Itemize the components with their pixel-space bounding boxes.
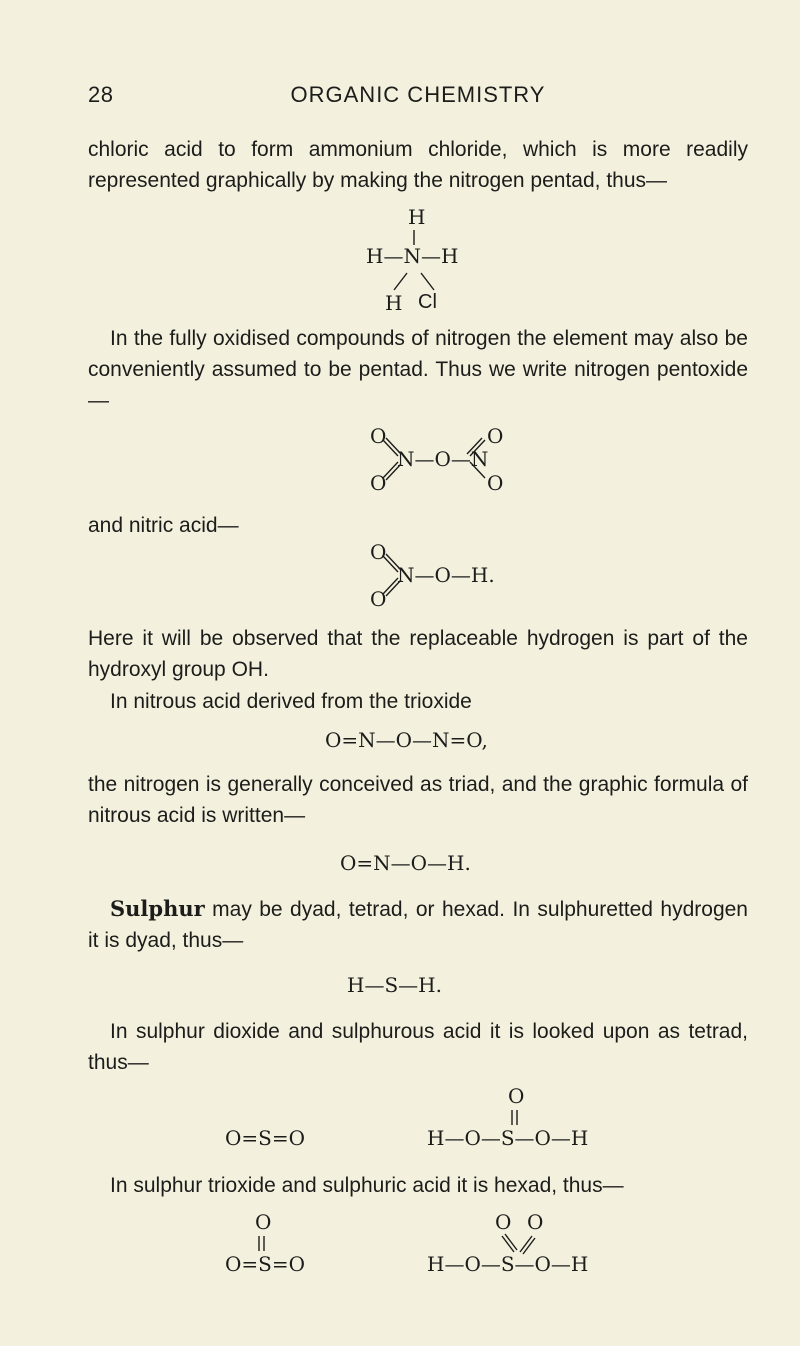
atom-o: O xyxy=(527,1210,544,1234)
paragraph-triad: the nitrogen is generally conceived as triad, and the graphic formula of nitrous acid is written— xyxy=(88,773,748,827)
paragraph-sulphur: Sulphur may be dyad, tetrad, or hexad. In sulphuretted hydrogen it is dyad, thus— xyxy=(88,896,748,952)
paragraph-sulphur-dioxide: In sulphur dioxide and sulphurous acid it is looked upon as tetrad, thus— xyxy=(88,1020,748,1074)
bond-line xyxy=(421,273,434,290)
atom-o: O xyxy=(487,424,504,448)
formula-hydrogen-sulphide: H—S—H. xyxy=(347,973,442,997)
atom-o: O xyxy=(508,1084,525,1108)
atom-o: O xyxy=(370,471,387,495)
formula-nitrous-acid: O=N—O—H. xyxy=(340,851,471,875)
atom-o: O xyxy=(370,540,387,564)
formula-chain: N—O—H. xyxy=(397,563,495,587)
nitric-acid-label: and nitric acid— xyxy=(88,514,239,537)
atom-h-top: H xyxy=(408,205,426,229)
formula-row: O=S=O xyxy=(225,1252,306,1276)
paragraph-oxidised: In the fully oxidised compounds of nitrogen the element may also be conveniently assumed to be pentad. Thus we write nitrogen pentoxide— xyxy=(88,327,748,412)
paragraph-ammonium: chloric acid to form ammonium chloride, which is more readily represented graphically by making the nitrogen pentad, thus— xyxy=(88,138,748,192)
formula-sulphur-dioxide: O=S=O xyxy=(225,1126,306,1150)
paragraph-nitrous-intro: In nitrous acid derived from the trioxide xyxy=(110,690,472,713)
atom-o: O xyxy=(487,471,504,495)
bond-line xyxy=(502,1236,514,1252)
paragraph-hydroxyl: Here it will be observed that the replaceable hydrogen is part of the hydroxyl group OH. xyxy=(88,627,748,681)
formula-row: H—O—S—O—H xyxy=(427,1126,589,1150)
atom-cl: Cl xyxy=(418,291,437,313)
running-title: ORGANIC CHEMISTRY xyxy=(290,82,546,107)
atom-o: O xyxy=(255,1210,272,1234)
formula-row: H—N—H xyxy=(366,244,459,268)
atom-h-left: H xyxy=(385,291,403,315)
atom-o: O xyxy=(495,1210,512,1234)
atom-o: O xyxy=(370,424,387,448)
paragraph-sulphur-trioxide: In sulphur trioxide and sulphuric acid it is hexad, thus— xyxy=(110,1174,624,1197)
bond-line xyxy=(505,1234,517,1250)
formula-row: H—O—S—O—H xyxy=(427,1252,589,1276)
term-sulphur: Sulphur xyxy=(110,896,205,921)
formula-chain: N—O—N xyxy=(397,447,489,471)
bond-line xyxy=(520,1236,532,1252)
bond-line xyxy=(394,273,407,290)
atom-o: O xyxy=(370,587,387,611)
page-number: 28 xyxy=(88,82,114,107)
formula-trioxide: O=N—O—N=O, xyxy=(325,728,488,752)
